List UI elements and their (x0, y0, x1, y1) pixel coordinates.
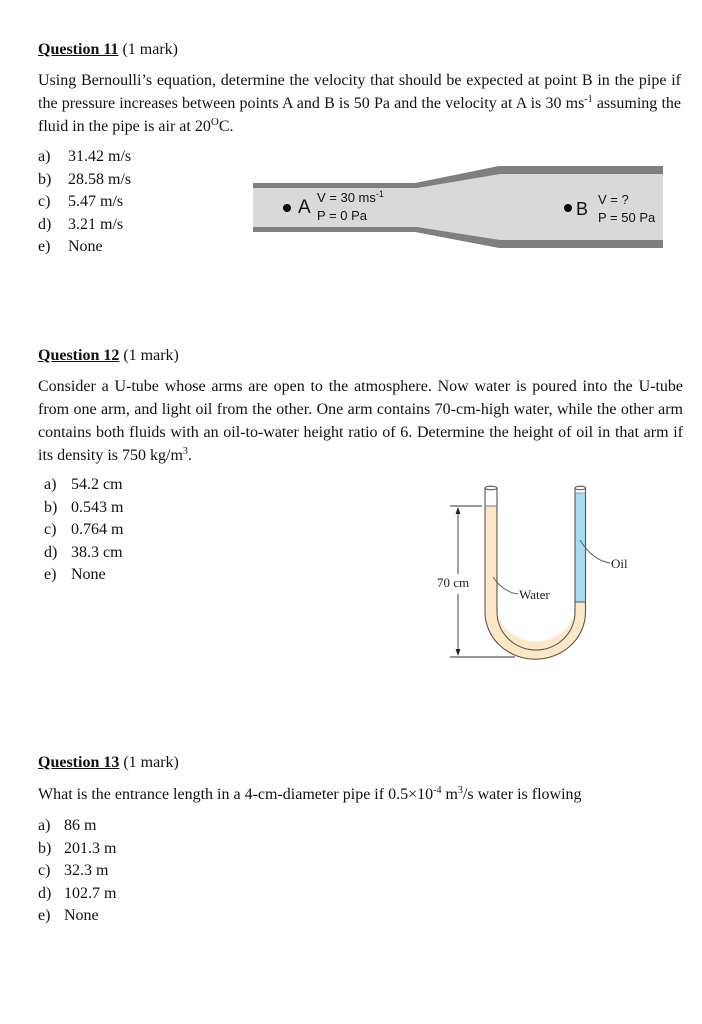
option-label: b) (44, 498, 58, 516)
option-label: b) (38, 839, 52, 857)
option-text: 86 m (64, 817, 97, 834)
option-text: 32.3 m (64, 862, 109, 880)
question-number: Question 12 (38, 347, 120, 364)
point-b-velocity: V = ? (598, 192, 629, 207)
superscript: -1 (375, 189, 384, 199)
question-marks: (1 mark) (123, 754, 179, 771)
option-label: b) (38, 170, 52, 188)
question-text-part: assuming the fluid in the pipe is air at 20 (38, 95, 681, 135)
dimension-label: 70 cm (437, 575, 470, 590)
superscript: 3 (182, 446, 188, 457)
answer-option-d[interactable] (38, 883, 116, 906)
option-label: e) (44, 566, 57, 584)
question-text-part: What is the entrance length in a 4-cm-diameter pipe if 0.5×10 (38, 786, 434, 803)
option-label: d) (38, 884, 52, 902)
question-text-part: /s water is flowing (462, 786, 582, 803)
option-text: None (64, 907, 99, 925)
option-text: 0.543 m (71, 498, 124, 516)
question-text-part: . (187, 447, 192, 464)
option-text: 0.764 m (71, 521, 124, 539)
option-label: a) (44, 476, 57, 493)
question-text-part: Consider a U-tube whose arms are open to the atmosphere. Now water is poured into the U-tube from one arm, and light oil from the other. One arm contains 70-cm-high water, while the other arm contains both fluids with an oil-to-water height ratio of 6. Determine the height of oil in that arm if its density is 750 kg/m (38, 378, 683, 464)
option-text: 5.47 m/s (68, 193, 124, 211)
question-text-part: Using Bernoulli’s equation, determine the velocity that should be expected at point B in the pipe if the pressure increases between points A and B is 50 Pa and the velocity at A is 30 ms (38, 72, 681, 112)
point-a-pressure: P = 0 Pa (317, 208, 367, 223)
answer-option-e[interactable] (38, 905, 116, 928)
option-text: 54.2 cm (71, 476, 123, 493)
option-text: None (71, 566, 106, 584)
point-b-pressure: P = 50 Pa (598, 210, 656, 225)
option-text: 28.58 m/s (68, 170, 132, 188)
arrow-down-icon (456, 649, 461, 656)
water-label: Water (519, 587, 550, 602)
answer-option-c[interactable] (38, 860, 116, 883)
point-a-label: A (298, 197, 311, 218)
question-marks: (1 mark) (122, 41, 178, 58)
option-text: 3.21 m/s (68, 215, 124, 233)
option-label: c) (38, 862, 51, 880)
option-label: d) (44, 543, 58, 561)
question-marks: (1 mark) (123, 347, 179, 364)
question-13-heading (38, 753, 179, 773)
superscript: -1 (584, 94, 593, 105)
oil-label: Oil (611, 556, 628, 571)
question-13-options (38, 815, 116, 928)
option-label: a) (38, 148, 51, 165)
option-text: 31.42 m/s (68, 148, 132, 165)
question-number: Question 11 (38, 41, 119, 58)
option-text: 201.3 m (64, 839, 117, 857)
superscript: O (210, 116, 219, 128)
superscript: -4 (433, 785, 442, 796)
option-text: None (68, 238, 103, 256)
option-label: a) (38, 817, 51, 834)
velocity-text: V = 30 ms (317, 190, 376, 205)
point-b-label: B (576, 199, 589, 219)
option-label: c) (38, 193, 51, 211)
answer-option-b[interactable] (38, 838, 116, 861)
answer-option-a[interactable] (38, 815, 116, 838)
question-text-part: m (441, 786, 458, 803)
option-label: e) (38, 238, 51, 256)
option-text: 38.3 cm (71, 543, 123, 561)
option-label: e) (38, 907, 51, 925)
option-label: c) (44, 521, 57, 539)
question-13-text (38, 783, 698, 806)
question-number: Question 13 (38, 754, 120, 771)
option-label: d) (38, 215, 52, 233)
superscript: 3 (457, 785, 463, 796)
arrow-up-icon (456, 507, 461, 514)
question-text-part: C. (218, 118, 234, 135)
option-text: 102.7 m (64, 884, 117, 902)
